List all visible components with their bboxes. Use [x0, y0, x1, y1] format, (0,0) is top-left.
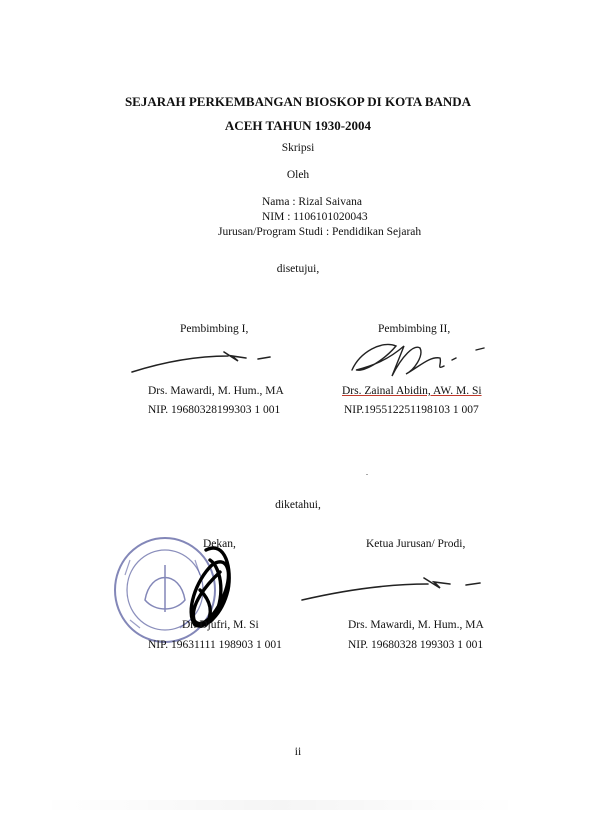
title-line-2: ACEH TAHUN 1930-2004 — [224, 118, 372, 133]
advisor2-nip: NIP.195512251198103 1 007 — [344, 404, 479, 416]
dean-role: Dekan, — [203, 538, 236, 550]
page-number: ii — [294, 746, 302, 758]
author-name-row: Nama : Rizal Saivana — [262, 196, 362, 208]
head-name: Drs. Mawardi, M. Hum., MA — [348, 619, 484, 631]
head-role: Ketua Jurusan/ Prodi, — [366, 538, 466, 550]
author-by: Oleh — [286, 169, 310, 181]
author-program-row: Jurusan/Program Studi : Pendidikan Sejarah — [218, 226, 422, 238]
advisor1-nip: NIP. 19680328199303 1 001 — [148, 404, 281, 416]
advisor2-role: Pembimbing II, — [378, 323, 451, 335]
doc-type: Skripsi — [281, 142, 315, 154]
author-nim-row: NIM : 1106101020043 — [262, 211, 368, 223]
scan-shadow — [40, 800, 520, 810]
dean-nip: NIP. 19631111 198903 1 001 — [148, 639, 282, 651]
advisor2-name: Drs. Zainal Abidin, AW. M. Si — [342, 385, 482, 397]
dean-name: Dr. Djufri, M. Si — [182, 619, 259, 631]
approved-label: disetujui, — [276, 263, 320, 275]
advisor1-role: Pembimbing I, — [180, 323, 249, 335]
title-line-1: SEJARAH PERKEMBANGAN BIOSKOP DI KOTA BANDA — [124, 94, 472, 109]
dot-mark: . — [366, 468, 368, 477]
head-nip: NIP. 19680328 199303 1 001 — [348, 639, 484, 651]
known-label: diketahui, — [275, 499, 321, 511]
advisor1-name: Drs. Mawardi, M. Hum., MA — [148, 385, 284, 397]
